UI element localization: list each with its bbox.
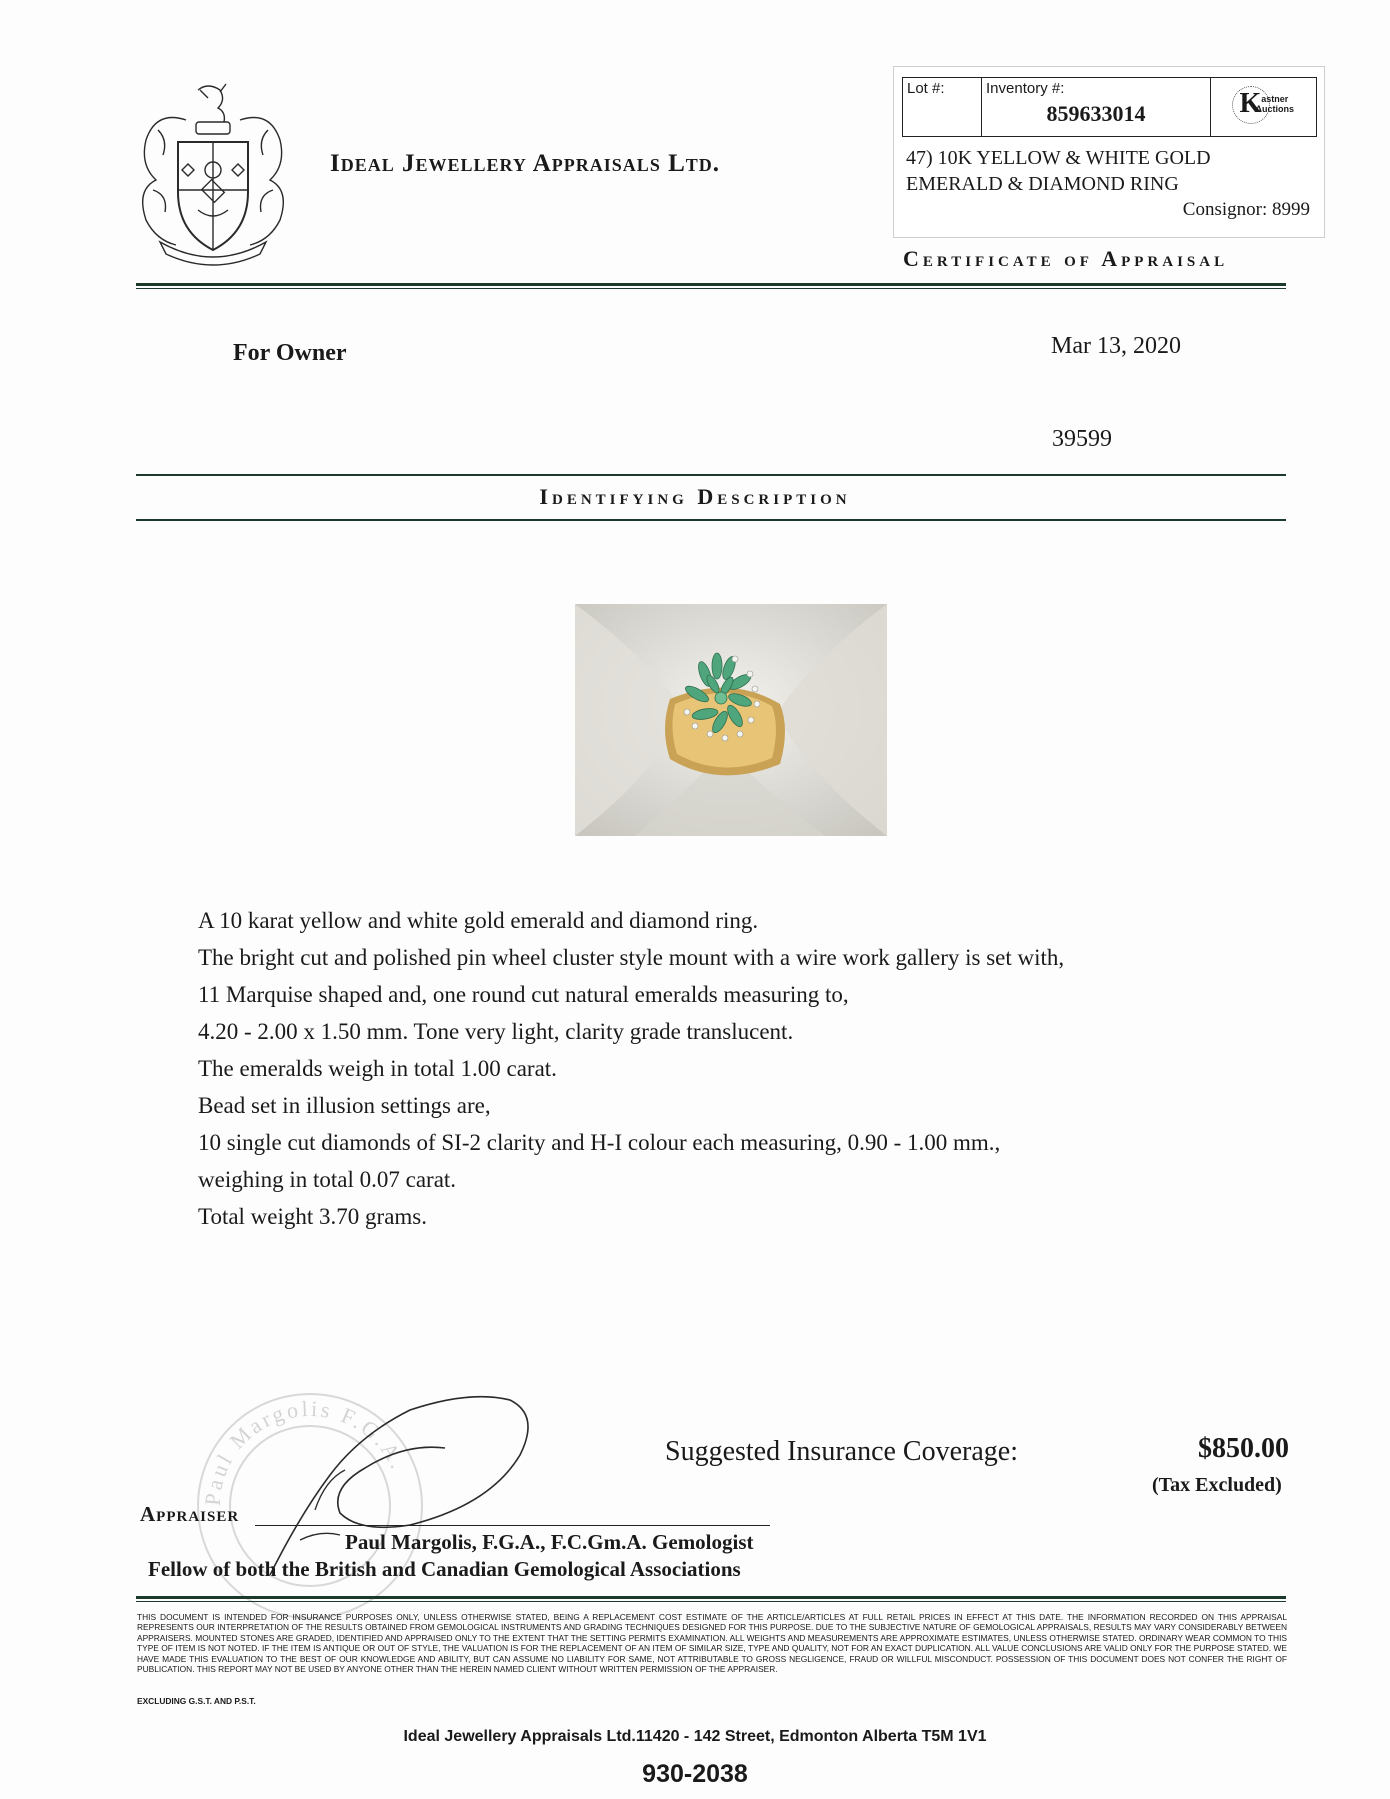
footer-phone: 930-2038 bbox=[642, 1760, 748, 1788]
disclaimer-text: THIS DOCUMENT IS INTENDED FOR INSURANCE PURPOSES ONLY, UNLESS OTHERWISE STATED, BEING A REPLACEMENT COST ESTIMATE OF THE ARTICLE/ARTICLES AT FULL RETAIL PRICES IN EFFECT AT THIS DATE. THE INFORMATION RECORDED ON THIS APPRAISAL REPRESENTS OUR INTERPRETATION OF THE RESULTS OBTAINED FROM GEMOLOGICAL INSTRUMENTS AND GRADING TECHNIQUES DESIGNED FOR THIS PURPOSE. DUE TO THE SUBJECTIVE NATURE OF GEMOLOGICAL APPRAISALS, RESULTS MAY VARY CONSIDERABLY BETWEEN APPRAISERS. MOUNTED STONES ARE GRADED, IDENTIFIED AND APPRAISED ONLY TO THE EXTENT THAT THE SETTING PERMITS EXAMINATION. ALL WEIGHTS AND MEASUREMENTS ARE APPROXIMATE ESTIMATES, UNLESS OTHERWISE STATED. ORDINARY WEAR COMMON TO THIS TYPE OF ITEM IS NOT NOTED. IF THE ITEM IS ANTIQUE OR OUT OF STYLE, THE VALUATION IS FOR THE REPLACEMENT OF AN ITEM OF SIMILAR SIZE, TYPE AND QUALITY, NOT FOR AN EXACT DUPLICATION. ALL VALUE CONCLUSIONS ARE VALID ONLY FOR THE PURPOSE STATED. WE HAVE MADE THIS EVALUATION TO THE BEST OF OUR KNOWLEDGE AND ABILITY, BUT CAN ASSUME NO LIABILITY FOR SAME, NOT ATTRIBUTABLE TO GROSS NEGLIGENCE, FRAUD OR WILLFUL MISCONDUCT. POSSESSION OF THIS DOCUMENT DOES NOT CONFER THE RIGHT OF PUBLICATION. THIS REPORT MAY NOT BE USED BY ANYONE OTHER THAN THE HEREIN NAMED CLIENT WITHOUT WRITTEN PERMISSION OF THE APPRAISER. bbox=[137, 1612, 1287, 1675]
logo-letter: K bbox=[1239, 88, 1262, 119]
coverage-amount: $850.00 bbox=[1198, 1433, 1289, 1464]
description-line: A 10 karat yellow and white gold emerald and diamond ring. bbox=[198, 908, 759, 933]
footer-address: Ideal Jewellery Appraisals Ltd.11420 - 142 Street, Edmonton Alberta T5M 1V1 bbox=[403, 1728, 987, 1745]
description-line: The emeralds weigh in total 1.00 carat. bbox=[198, 1056, 557, 1081]
header-divider bbox=[136, 283, 1286, 289]
description-line: weighing in total 0.07 carat. bbox=[198, 1167, 457, 1192]
description-line: Total weight 3.70 grams. bbox=[198, 1204, 427, 1229]
appraisal-date: Mar 13, 2020 bbox=[1051, 333, 1181, 359]
section-divider-top bbox=[136, 474, 1286, 476]
auction-logo-cell bbox=[1211, 78, 1317, 137]
auction-lot-label bbox=[893, 66, 1325, 238]
ring-photo bbox=[575, 604, 887, 836]
company-name: Ideal Jewellery Appraisals Ltd. bbox=[330, 150, 721, 177]
logo-text: astner Auctions bbox=[1255, 94, 1295, 114]
footer-divider bbox=[136, 1596, 1286, 1602]
lot-description-line: EMERALD & DIAMOND RING bbox=[906, 173, 1179, 195]
kastner-auctions-logo bbox=[1230, 86, 1298, 124]
lot-table bbox=[902, 77, 1317, 137]
seal-text: Paul Margolis F.G.A. bbox=[199, 1395, 412, 1507]
consignor: Consignor: 8999 bbox=[1182, 199, 1310, 220]
inventory-label: Inventory #: bbox=[986, 80, 1065, 97]
section-title: Identifying Description bbox=[539, 484, 851, 509]
tax-note: (Tax Excluded) bbox=[1152, 1474, 1282, 1496]
signature-line bbox=[255, 1525, 770, 1526]
section-divider-bottom bbox=[136, 519, 1286, 521]
description-line: Bead set in illusion settings are, bbox=[198, 1093, 491, 1118]
description-line: 10 single cut diamonds of SI-2 clarity and H-I colour each measuring, 0.90 - 1.00 mm., bbox=[198, 1130, 1001, 1155]
for-owner: For Owner bbox=[233, 340, 347, 366]
inventory-number: 859633014 bbox=[1046, 101, 1146, 126]
appraiser-label: Appraiser bbox=[140, 1502, 240, 1526]
lot-cell bbox=[903, 78, 982, 137]
reference-number: 39599 bbox=[1052, 426, 1112, 452]
appraiser-fellowship: Fellow of both the British and Canadian Gemological Associations bbox=[148, 1557, 741, 1581]
appraiser-name: Paul Margolis, F.G.A., F.C.Gm.A. Gemologist bbox=[345, 1530, 754, 1554]
tax-exclusion-note: EXCLUDING G.S.T. AND P.S.T. bbox=[137, 1696, 256, 1706]
description-line: 4.20 - 2.00 x 1.50 mm. Tone very light, clarity grade translucent. bbox=[198, 1019, 794, 1044]
description-line: The bright cut and polished pin wheel cluster style mount with a wire work gallery is set with, bbox=[198, 945, 1065, 970]
identifying-description bbox=[198, 902, 1064, 1235]
inventory-cell bbox=[982, 78, 1211, 137]
lot-description-line: 47) 10K YELLOW & WHITE GOLD bbox=[906, 147, 1211, 169]
coat-of-arms-logo bbox=[138, 80, 288, 270]
coverage-label: Suggested Insurance Coverage: bbox=[665, 1436, 1018, 1467]
lot-label: Lot #: bbox=[907, 80, 945, 97]
description-line: 11 Marquise shaped and, one round cut natural emeralds measuring to, bbox=[198, 982, 849, 1007]
certificate-title: Certificate of Appraisal bbox=[903, 246, 1229, 271]
lot-description bbox=[906, 145, 1211, 197]
